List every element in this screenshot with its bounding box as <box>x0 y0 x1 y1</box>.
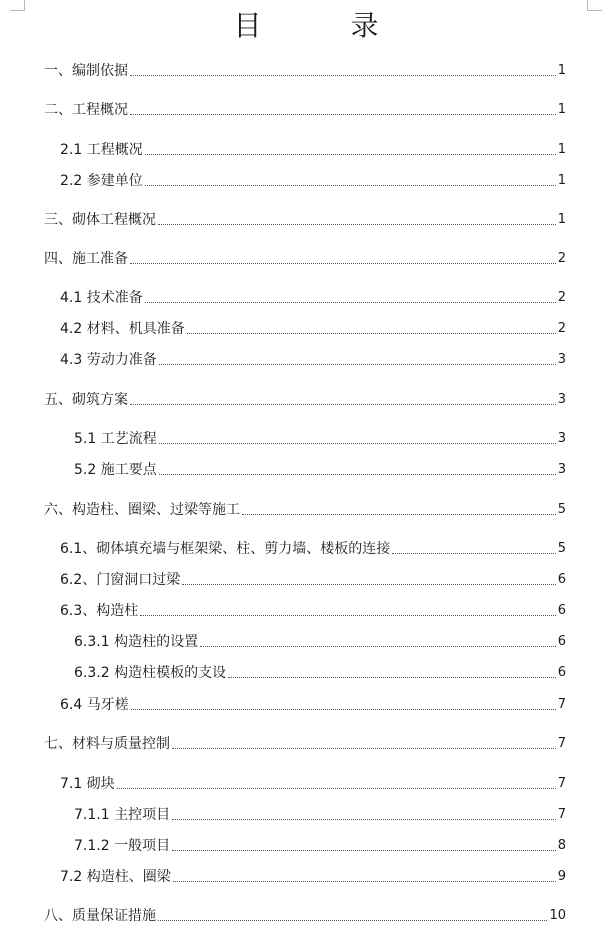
toc-entry[interactable] <box>44 905 566 925</box>
toc-entry-label: 7.2 构造柱、圈梁 <box>60 869 171 885</box>
toc-leader-dots <box>140 615 555 616</box>
toc-entry-page: 2 <box>557 251 566 266</box>
toc-entry-label: 7.1.2 一般项目 <box>74 838 171 854</box>
toc-entry-label: 五、砌筑方案 <box>44 392 128 408</box>
toc-entry-label: 二、工程概况 <box>44 102 128 118</box>
toc-entry-page: 6 <box>557 665 566 680</box>
toc-entry-label: 4.2 材料、机具准备 <box>60 321 185 337</box>
toc-entry[interactable] <box>60 170 566 190</box>
toc-entry-page: 7 <box>557 807 566 822</box>
toc-entry[interactable] <box>74 631 566 651</box>
toc-leader-dots <box>130 75 556 76</box>
toc-entry-page: 9 <box>557 869 566 884</box>
toc-leader-dots <box>182 584 555 585</box>
toc-leader-dots <box>159 474 556 475</box>
toc-leader-dots <box>117 788 556 789</box>
toc-leader-dots <box>145 302 556 303</box>
toc-entry[interactable] <box>60 600 566 620</box>
toc-entry-label: 7.1.1 主控项目 <box>74 807 171 823</box>
toc-entry-page: 5 <box>557 541 566 556</box>
toc-entry-page: 3 <box>557 462 566 477</box>
toc-leader-dots <box>158 920 547 921</box>
toc-title: 目 录 <box>233 9 419 42</box>
toc-entry-label: 七、材料与质量控制 <box>44 736 170 752</box>
toc-entry-label: 6.2、门窗洞口过梁 <box>60 572 181 588</box>
toc-leader-dots <box>130 114 556 115</box>
toc-entry-label: 2.1 工程概况 <box>60 142 143 158</box>
toc-leader-dots <box>173 881 556 882</box>
toc-entry[interactable] <box>60 569 566 589</box>
toc-leader-dots <box>131 709 556 710</box>
toc-entry-label: 2.2 参建单位 <box>60 173 143 189</box>
toc-entry-page: 2 <box>557 290 566 305</box>
toc-entry[interactable] <box>60 694 566 714</box>
toc-leader-dots <box>158 224 556 225</box>
toc-leader-dots <box>242 514 556 515</box>
toc-entry[interactable] <box>74 804 566 824</box>
toc-leader-dots <box>159 443 556 444</box>
toc-entry-label: 4.3 劳动力准备 <box>60 352 157 368</box>
toc-entry-page: 1 <box>557 63 566 78</box>
toc-entry-label: 5.2 施工要点 <box>74 462 157 478</box>
toc-entry-page: 5 <box>557 502 566 517</box>
toc-entry[interactable] <box>44 60 566 80</box>
toc-leader-dots <box>392 553 555 554</box>
toc-entry[interactable] <box>74 662 566 682</box>
toc-entry[interactable] <box>44 209 566 229</box>
toc-leader-dots <box>130 404 556 405</box>
toc-entry[interactable] <box>74 835 566 855</box>
toc-entry-label: 六、构造柱、圈梁、过梁等施工 <box>44 502 240 518</box>
toc-entry-page: 1 <box>557 102 566 117</box>
toc-entry[interactable] <box>60 139 566 159</box>
toc-entry-label: 6.1、砌体填充墙与框架梁、柱、剪力墙、楼板的连接 <box>60 541 391 557</box>
toc-entry[interactable] <box>44 248 566 268</box>
toc-leader-dots <box>145 185 556 186</box>
toc-leader-dots <box>228 677 556 678</box>
toc-entry-label: 6.4 马牙槎 <box>60 697 129 713</box>
toc-entry-label: 一、编制依据 <box>44 63 128 79</box>
toc-entry[interactable] <box>60 287 566 307</box>
toc-entry-label: 四、施工准备 <box>44 251 128 267</box>
toc-leader-dots <box>187 333 556 334</box>
toc-entry-label: 5.1 工艺流程 <box>74 431 157 447</box>
toc-entry-page: 10 <box>549 908 566 923</box>
toc-entry-page: 7 <box>557 697 566 712</box>
toc-entry[interactable] <box>74 459 566 479</box>
toc-entry-page: 6 <box>557 572 566 587</box>
toc-leader-dots <box>200 646 556 647</box>
toc-entry[interactable] <box>74 428 566 448</box>
toc-entry[interactable] <box>60 349 566 369</box>
toc-entry-page: 3 <box>557 431 566 446</box>
toc-leader-dots <box>172 850 556 851</box>
toc-entry-label: 6.3.1 构造柱的设置 <box>74 634 199 650</box>
toc-entry-page: 8 <box>557 838 566 853</box>
toc-entry-page: 3 <box>557 392 566 407</box>
toc-leader-dots <box>172 819 556 820</box>
toc-leader-dots <box>145 154 556 155</box>
toc-entry[interactable] <box>44 733 566 753</box>
toc-leader-dots <box>159 364 556 365</box>
toc-entry-label: 7.1 砌块 <box>60 776 115 792</box>
toc-entry[interactable] <box>44 389 566 409</box>
toc-entry[interactable] <box>60 538 566 558</box>
toc-entry-label: 6.3、构造柱 <box>60 603 139 619</box>
toc-entry-page: 6 <box>557 603 566 618</box>
toc-entry-page: 1 <box>557 173 566 188</box>
toc-entry-label: 4.1 技术准备 <box>60 290 143 306</box>
toc-entry-label: 八、质量保证措施 <box>44 908 156 924</box>
toc-entry-label: 6.3.2 构造柱模板的支设 <box>74 665 227 681</box>
toc-entry[interactable] <box>60 318 566 338</box>
toc-entry-page: 2 <box>557 321 566 336</box>
toc-entry-page: 1 <box>557 212 566 227</box>
toc-entry-page: 7 <box>557 736 566 751</box>
toc-entry[interactable] <box>44 499 566 519</box>
toc-entry-page: 6 <box>557 634 566 649</box>
toc-entry[interactable] <box>60 866 566 886</box>
toc-entry[interactable] <box>60 773 566 793</box>
toc-entry-page: 1 <box>557 142 566 157</box>
toc-entry[interactable] <box>44 99 566 119</box>
toc-entry-page: 7 <box>557 776 566 791</box>
toc-entry-label: 三、砌体工程概况 <box>44 212 156 228</box>
toc-leader-dots <box>172 748 556 749</box>
toc-leader-dots <box>130 263 556 264</box>
toc-entry-page: 3 <box>557 352 566 367</box>
